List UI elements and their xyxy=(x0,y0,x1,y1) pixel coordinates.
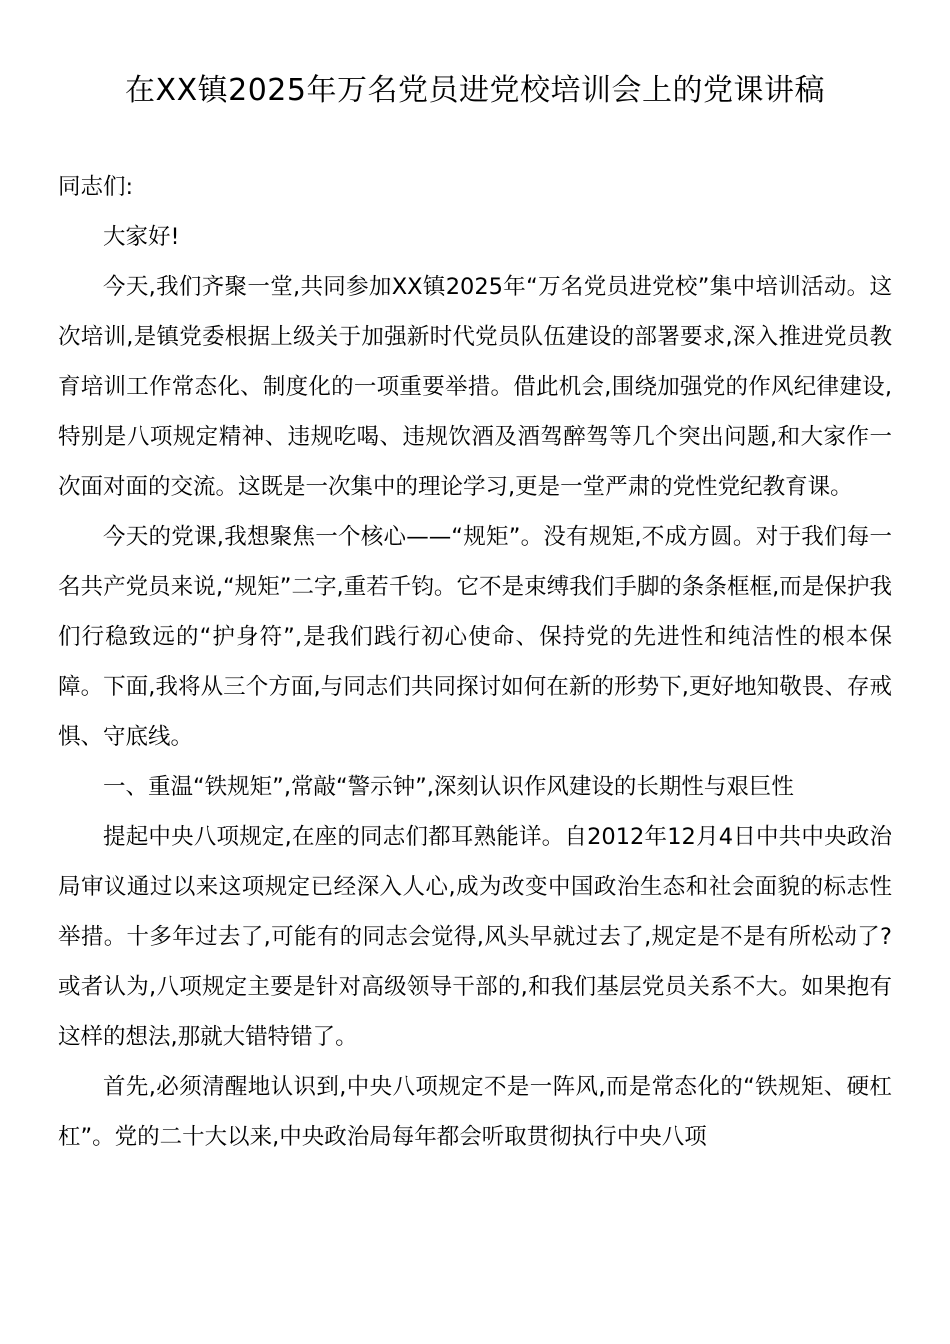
section-paragraph-2: 首先,必须清醒地认识到,中央八项规定不是一阵风,而是常态化的“铁规矩、硬杠杠”。党的二十大以来,中央政治局每年都会听取贯彻执行中央八项 xyxy=(58,1074,892,1150)
greeting: 大家好! xyxy=(103,224,180,250)
document-title: 在XX镇2025年万名党员进党校培训会上的党课讲稿 xyxy=(125,73,825,108)
document-body xyxy=(58,162,892,1162)
paragraph-core-topic: 今天的党课,我想聚焦一个核心——“规矩”。没有规矩,不成方圆。对于我们每一名共产党员来说,“规矩”二字,重若千钧。它不是束缚我们手脚的条条框框,而是保护我们行稳致远的“护身符”,是我们践行初心使命、保持党的先进性和纯洁性的根本保障。下面,我将从三个方面,与同志们共同探讨如何在新的形势下,更好地知敬畏、存戒惧、守底线。 xyxy=(58,524,892,750)
paragraph-intro: 今天,我们齐聚一堂,共同参加XX镇2025年“万名党员进党校”集中培训活动。这次培训,是镇党委根据上级关于加强新时代党员队伍建设的部署要求,深入推进党员教育培训工作常态化、制度化的一项重要举措。借此机会,围绕加强党的作风纪律建设,特别是八项规定精神、违规吃喝、违规饮酒及酒驾醉驾等几个突出问题,和大家作一次面对面的交流。这既是一次集中的理论学习,更是一堂严肃的党性党纪教育课。 xyxy=(58,274,892,500)
section-heading-1: 一、重温“铁规矩”,常敲“警示钟”,深刻认识作风建设的长期性与艰巨性 xyxy=(103,774,794,800)
salutation: 同志们: xyxy=(58,174,134,200)
section-paragraph-1: 提起中央八项规定,在座的同志们都耳熟能详。自2012年12月4日中共中央政治局审议通过以来这项规定已经深入人心,成为改变中国政治生态和社会面貌的标志性举措。十多年过去了,可能有的同志会觉得,风头早就过去了,规定是不是有所松动了?或者认为,八项规定主要是针对高级领导干部的,和我们基层党员关系不大。如果抱有这样的想法,那就大错特错了。 xyxy=(58,824,892,1050)
